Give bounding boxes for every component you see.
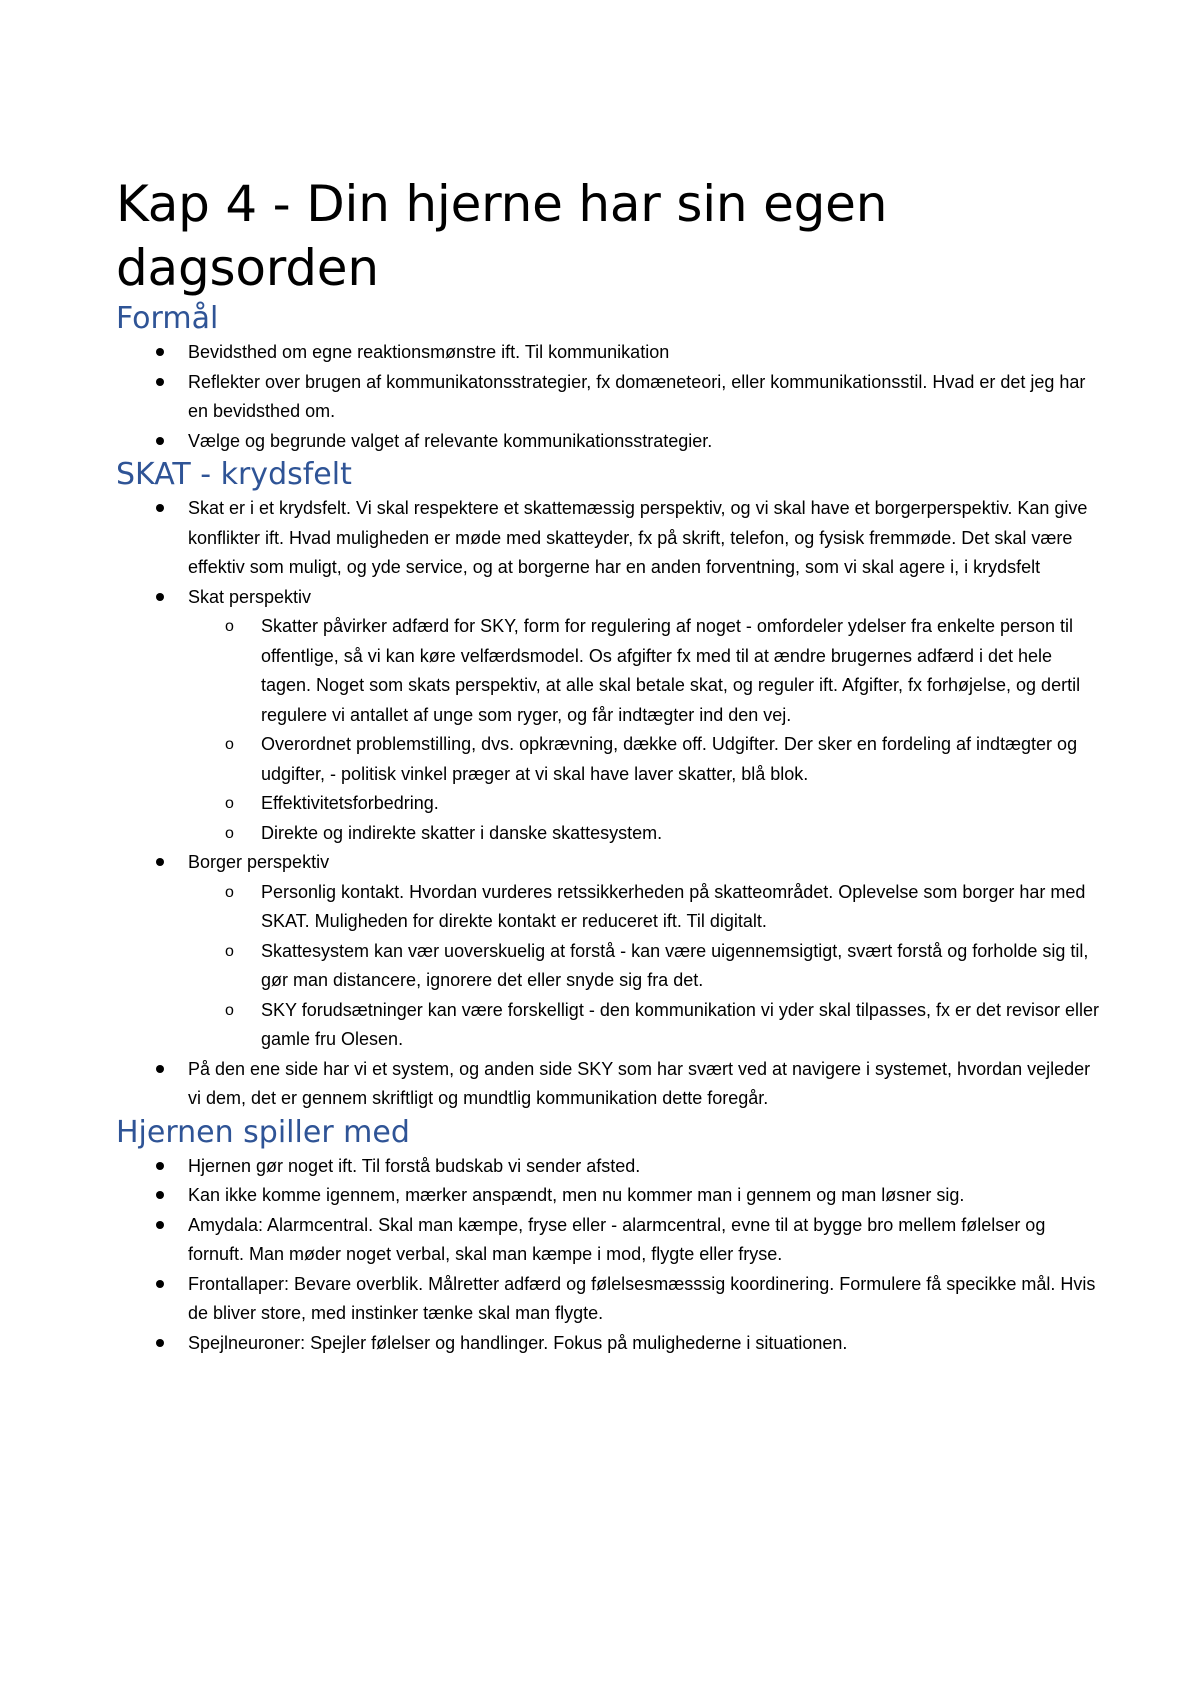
list-item-skat-perspektiv: Skat perspektiv o Skatter påvirker adfærd for SKY, form for regulering af noget - omfordeler ydelser fra enkelte person til offentlige, så vi kan køre velfærdsmodel. Os afgifter fx med til at ændre brugernes adfærd i det hele tagen. Noget som skats perspektiv, at alle skal betale skat, og reguler ift. Afgifter, fx forhøjelse, og dertil regulere vi antallet af unge som ryger, og får indtægter ind den vej. o Overordnet problemstilling, dvs. opkrævning, dække off. Udgifter. Der sker en fordeling af indtægter og udgifter, - politisk vinkel præger at vi skal have laver skatter, blå blok. o Effektivitetsforbedring. o Direkte og indirekte skatter i danske skattesystem. <box>116 583 1100 849</box>
list-item: Skat er i et krydsfelt. Vi skal respektere et skattemæssig perspektiv, og vi skal have et borgerperspektiv. Kan give konflikter ift. Hvad muligheden er møde med skatteyder, fx på skrift, telefon, og fysisk fremmøde. Det skal være effektiv som muligt, og yde service, og at borgerne har en anden forventning, som vi skal agere i, i krydsfelt <box>116 494 1100 583</box>
document-title: Kap 4 - Din hjerne har sin egen dagsorden <box>116 175 888 297</box>
bullet-icon <box>156 1221 164 1229</box>
list-item: På den ene side har vi et system, og anden side SKY som har svært ved at navigere i systemet, hvordan vejleder vi dem, det er gennem skriftligt og mundtlig kommunikation dette foregår. <box>116 1055 1100 1114</box>
circle-bullet-icon: o <box>225 824 234 842</box>
hjernen-list <box>116 1152 1100 1359</box>
bullet-icon <box>156 504 164 512</box>
bullet-icon <box>156 593 164 601</box>
list-item: Vælge og begrunde valget af relevante kommunikationsstrategier. <box>116 427 1100 457</box>
sub-list-item: o SKY forudsætninger kan være forskelligt - den kommunikation vi yder skal tilpasses, fx er det revisor eller gamle fru Olesen. <box>188 996 1100 1055</box>
circle-bullet-icon: o <box>225 942 234 960</box>
section-heading-hjernen: Hjernen spiller med <box>116 1114 410 1150</box>
bullet-icon <box>156 437 164 445</box>
borger-perspektiv-sublist <box>188 878 1100 1055</box>
circle-bullet-icon: o <box>225 736 234 753</box>
bullet-icon <box>156 348 164 356</box>
circle-bullet-icon: o <box>225 883 234 901</box>
sub-list-item: o Personlig kontakt. Hvordan vurderes retssikkerheden på skatteområdet. Oplevelse som borger har med SKAT. Muligheden for direkte kontakt er reduceret ift. Til digitalt. <box>188 878 1100 937</box>
section-heading-formal: Formål <box>116 301 219 336</box>
circle-bullet-icon: o <box>225 1001 234 1019</box>
bullet-icon <box>156 1339 164 1347</box>
bullet-icon <box>156 1065 164 1073</box>
circle-bullet-icon: o <box>225 795 234 812</box>
bullet-icon <box>156 858 164 866</box>
list-item: Spejlneuroner: Spejler følelser og handlinger. Fokus på mulighederne i situationen. <box>116 1329 1100 1359</box>
skat-list <box>116 494 1100 1114</box>
list-item: Hjernen gør noget ift. Til forstå budskab vi sender afsted. <box>116 1152 1100 1182</box>
list-item-borger-perspektiv: Borger perspektiv o Personlig kontakt. Hvordan vurderes retssikkerheden på skatteområdet. Oplevelse som borger har med SKAT. Muligheden for direkte kontakt er reduceret ift. Til digitalt. o Skattesystem kan vær uoverskuelig at forstå - kan være uigennemsigtigt, svært forstå og forholde sig til, gør man distancere, ignorere det eller snyde sig fra det. o SKY forudsætninger kan være forskelligt - den kommunikation vi yder skal tilpasses, fx er det revisor eller gamle fru Olesen. <box>116 848 1100 1055</box>
formal-list <box>116 338 1100 456</box>
sub-list-item: o Skatter påvirker adfærd for SKY, form for regulering af noget - omfordeler ydelser fra enkelte person til offentlige, så vi kan køre velfærdsmodel. Os afgifter fx med til at ændre brugernes adfærd i det hele tagen. Noget som skats perspektiv, at alle skal betale skat, og reguler ift. Afgifter, fx forhøjelse, og dertil regulere vi antallet af unge som ryger, og får indtægter ind den vej. <box>188 612 1100 730</box>
sub-list-item: o Skattesystem kan vær uoverskuelig at forstå - kan være uigennemsigtigt, svært forstå og forholde sig til, gør man distancere, ignorere det eller snyde sig fra det. <box>188 937 1100 996</box>
bullet-icon <box>156 378 164 386</box>
skat-perspektiv-sublist <box>188 612 1100 848</box>
list-item: Frontallaper: Bevare overblik. Målretter adfærd og følelsesmæsssig koordinering. Formulere få specikke mål. Hvis de bliver store, med instinker tænke skal man flygte. <box>116 1270 1100 1329</box>
list-item: Kan ikke komme igennem, mærker anspændt, men nu kommer man i gennem og man løsner sig. <box>116 1181 1100 1211</box>
circle-bullet-icon: o <box>225 618 234 635</box>
list-item: Reflekter over brugen af kommunikatonsstrategier, fx domæneteori, eller kommunikationsstil. Hvad er det jeg har en bevidsthed om. <box>116 368 1100 427</box>
bullet-icon <box>156 1162 164 1170</box>
bullet-icon <box>156 1280 164 1288</box>
list-item: Amydala: Alarmcentral. Skal man kæmpe, fryse eller - alarmcentral, evne til at bygge bro mellem følelser og fornuft. Man møder noget verbal, skal man kæmpe i mod, flygte eller fryse. <box>116 1211 1100 1270</box>
sub-list-item: o Effektivitetsforbedring. <box>188 789 1100 819</box>
sub-list-item: o Direkte og indirekte skatter i danske skattesystem. <box>188 819 1100 849</box>
bullet-icon <box>156 1191 164 1199</box>
list-item: Bevidsthed om egne reaktionsmønstre ift. Til kommunikation <box>116 338 1100 368</box>
sub-list-item: o Overordnet problemstilling, dvs. opkrævning, dække off. Udgifter. Der sker en fordeling af indtægter og udgifter, - politisk vinkel præger at vi skal have laver skatter, blå blok. <box>188 730 1100 789</box>
section-heading-skat: SKAT - krydsfelt <box>116 457 352 492</box>
